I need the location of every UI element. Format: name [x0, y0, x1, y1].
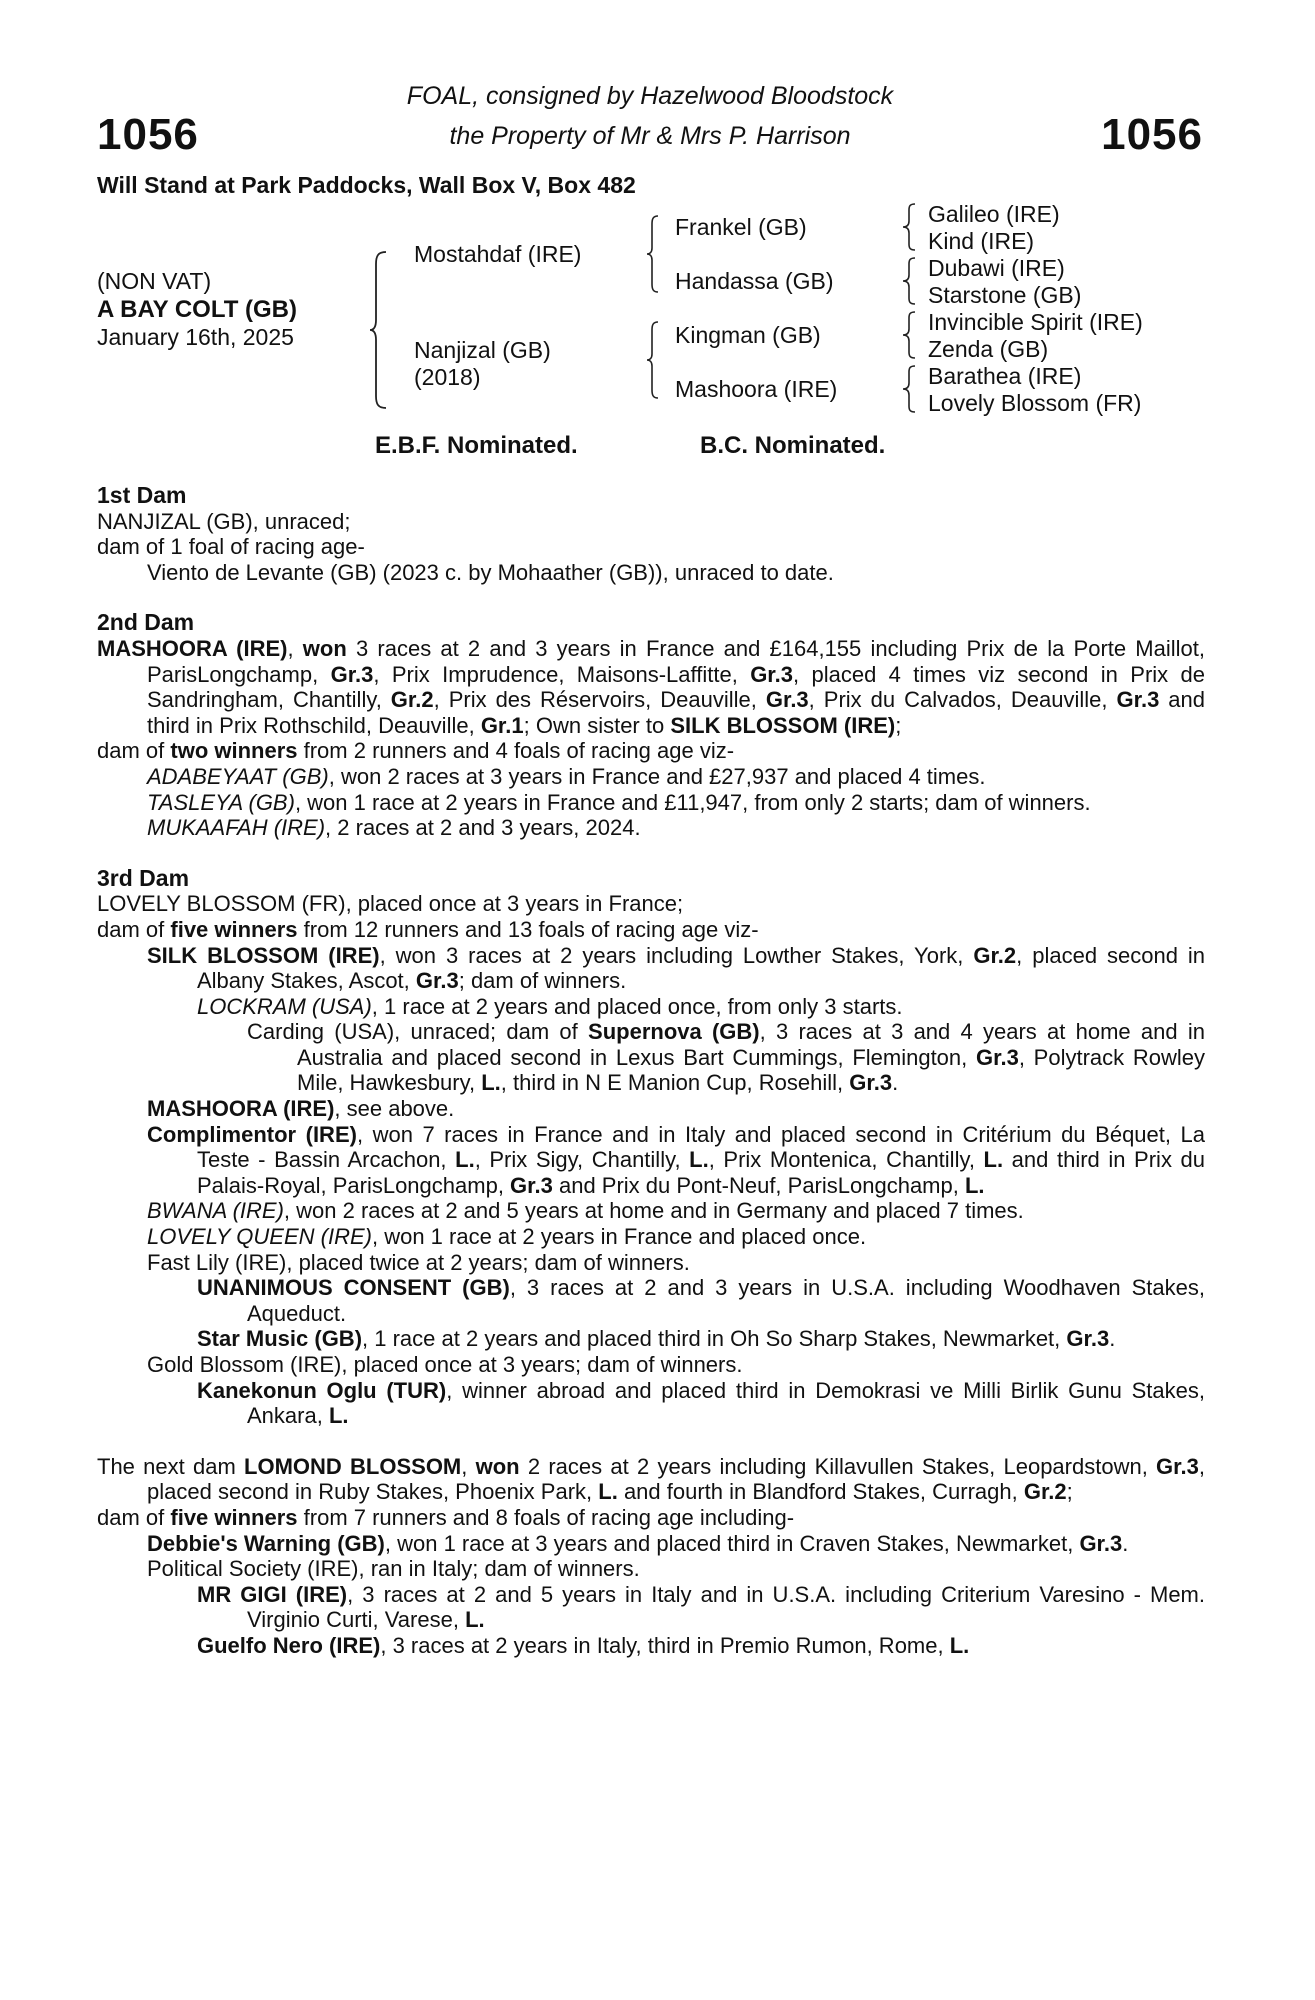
second-dam-produce-summary: dam of two winners from 2 runners and 4 foals of racing age viz-: [97, 738, 735, 764]
produce-entry: MR GIGI (IRE), 3 races at 2 and 5 years in Italy and in U.S.A. including Criterium Varesino - Mem. Virginio Curti, Varese, L.: [197, 1581, 1205, 1633]
pedigree-brace-sire: [645, 214, 661, 294]
dam-dam: Mashoora (IRE): [675, 376, 838, 402]
sire-sire: Frankel (GB): [675, 214, 807, 240]
pedigree-brace-g1: [900, 202, 918, 252]
pedigree-brace-g3: [900, 310, 918, 360]
produce-entry: Carding (USA), unraced; dam of Supernova (GB), 3 races at 3 and 4 years at home and in Australia and placed second in Lexus Bart Cummings, Flemington, Gr.3, Polytrack Rowley Mile, Hawkesbury, L., third in N E Manion Cup, Rosehill, Gr.3.: [247, 1019, 1205, 1096]
ancestor-5: Invincible Spirit (IRE): [928, 309, 1143, 335]
pedigree-brace-g2: [900, 256, 918, 306]
lot-number-left: 1056: [97, 110, 199, 159]
produce-entry: Debbie's Warning (GB), won 1 race at 3 years and placed third in Craven Stakes, Newmarket, Gr.3.: [147, 1530, 1129, 1556]
stand-location: Will Stand at Park Paddocks, Wall Box V, Box 482: [97, 172, 636, 198]
produce-entry: LOCKRAM (USA), 1 race at 2 years and placed once, from only 3 starts.: [197, 993, 903, 1019]
first-dam-heading: 1st Dam: [97, 482, 187, 508]
property-line: the Property of Mr & Mrs P. Harrison: [449, 122, 851, 150]
ancestor-7: Barathea (IRE): [928, 363, 1082, 389]
bc-nomination: B.C. Nominated.: [700, 432, 886, 459]
pedigree-brace-g4: [900, 364, 918, 414]
produce-entry: BWANA (IRE), won 2 races at 2 and 5 years at home and in Germany and placed 7 times.: [147, 1198, 1024, 1224]
sire-dam: Handassa (GB): [675, 268, 834, 294]
foaling-date: January 16th, 2025: [97, 324, 294, 350]
pedigree-brace-dam: [645, 320, 661, 400]
ancestor-3: Dubawi (IRE): [928, 255, 1065, 281]
produce-entry: Fast Lily (IRE), placed twice at 2 years; dam of winners.: [147, 1249, 690, 1275]
produce-entry: MASHOORA (IRE), see above.: [147, 1096, 455, 1122]
produce-entry: Kanekonun Oglu (TUR), winner abroad and placed third in Demokrasi ve Milli Birlik Gunu Stakes, Ankara, L.: [197, 1377, 1206, 1429]
produce-record: [97, 483, 1205, 1659]
horse-name: A BAY COLT (GB): [97, 296, 298, 323]
ebf-nomination: E.B.F. Nominated.: [375, 432, 578, 459]
sire: Mostahdaf (IRE): [414, 241, 582, 267]
next-dam-record: The next dam LOMOND BLOSSOM, won 2 races at 2 years including Killavullen Stakes, Leopardstown, Gr.3, placed second in Ruby Stakes, Phoenix Park, L. and fourth in Blandford Stakes, Curragh, Gr.2;: [97, 1453, 1205, 1505]
produce-entry: UNANIMOUS CONSENT (GB), 3 races at 2 and 3 years in U.S.A. including Woodhaven Stakes, Aqueduct.: [197, 1275, 1205, 1326]
produce-entry: ADABEYAAT (GB), won 2 races at 3 years in France and £27,937 and placed 4 times.: [147, 763, 986, 789]
produce-entry: Political Society (IRE), ran in Italy; dam of winners.: [147, 1556, 640, 1582]
second-dam-heading: 2nd Dam: [97, 609, 195, 636]
produce-entry: Star Music (GB), 1 race at 2 years and placed third in Oh So Sharp Stakes, Newmarket, Gr.3.: [197, 1326, 1116, 1352]
produce-entry: TASLEYA (GB), won 1 race at 2 years in France and £11,947, from only 2 starts; dam of winners.: [147, 789, 1091, 815]
produce-entry: Complimentor (IRE), won 7 races in France and in Italy and placed second in Critérium du Béquet, La Teste - Bassin Arcachon, L., Prix Sigy, Chantilly, L., Prix Montenica, Chantilly, L. and third in Prix du Palais-Royal, ParisLongchamp, Gr.3 and Prix du Pont-Neuf, ParisLongchamp, L.: [147, 1121, 1206, 1198]
third-dam-line: LOVELY BLOSSOM (FR), placed once at 3 years in France;: [97, 891, 684, 917]
ancestor-1: Galileo (IRE): [928, 201, 1060, 227]
third-dam-produce-summary: dam of five winners from 12 runners and 13 foals of racing age viz-: [97, 916, 759, 942]
consignor-line: FOAL, consigned by Hazelwood Bloodstock: [406, 82, 894, 110]
pedigree-brace-main: [368, 250, 390, 410]
produce-entry: MUKAAFAH (IRE), 2 races at 2 and 3 years, 2024.: [147, 815, 641, 841]
dam-sire: Kingman (GB): [675, 322, 821, 348]
vat-status: (NON VAT): [97, 268, 212, 294]
ancestor-6: Zenda (GB): [928, 336, 1049, 362]
dam-year: (2018): [414, 364, 481, 390]
lot-number-right: 1056: [1101, 110, 1203, 159]
dam: Nanjizal (GB): [414, 337, 551, 363]
first-dam-foal: Viento de Levante (GB) (2023 c. by Mohaather (GB)), unraced to date.: [147, 559, 834, 585]
ancestor-2: Kind (IRE): [928, 228, 1035, 254]
ancestor-8: Lovely Blossom (FR): [928, 390, 1142, 416]
produce-entry: Guelfo Nero (IRE), 3 races at 2 years in Italy, third in Premio Rumon, Rome, L.: [197, 1632, 970, 1658]
produce-entry: LOVELY QUEEN (IRE), won 1 race at 2 years in France and placed once.: [147, 1224, 867, 1250]
first-dam-line: NANJIZAL (GB), unraced;: [97, 508, 351, 534]
third-dam-heading: 3rd Dam: [97, 864, 190, 891]
produce-entry: SILK BLOSSOM (IRE), won 3 races at 2 years including Lowther Stakes, York, Gr.2, placed second in Albany Stakes, Ascot, Gr.3; dam of winners.: [147, 942, 1206, 994]
ancestor-4: Starstone (GB): [928, 282, 1082, 308]
first-dam-produce-summary: dam of 1 foal of racing age-: [97, 534, 365, 560]
next-dam-produce-summary: dam of five winners from 7 runners and 8 foals of racing age including-: [97, 1504, 795, 1530]
produce-entry: Gold Blossom (IRE), placed once at 3 years; dam of winners.: [147, 1352, 743, 1377]
second-dam-record: MASHOORA (IRE), won 3 races at 2 and 3 years in France and £164,155 including Prix de la Porte Maillot, ParisLongchamp, Gr.3, Prix Imprudence, Maisons-Laffitte, Gr.3, placed 4 times viz second in Prix de Sandringham, Chantilly, Gr.2, Prix des Réservoirs, Deauville, Gr.3, Prix du Calvados, Deauville, Gr.3 and third in Prix Rothschild, Deauville, Gr.1; Own sister to SILK BLOSSOM (IRE);: [97, 635, 1206, 738]
